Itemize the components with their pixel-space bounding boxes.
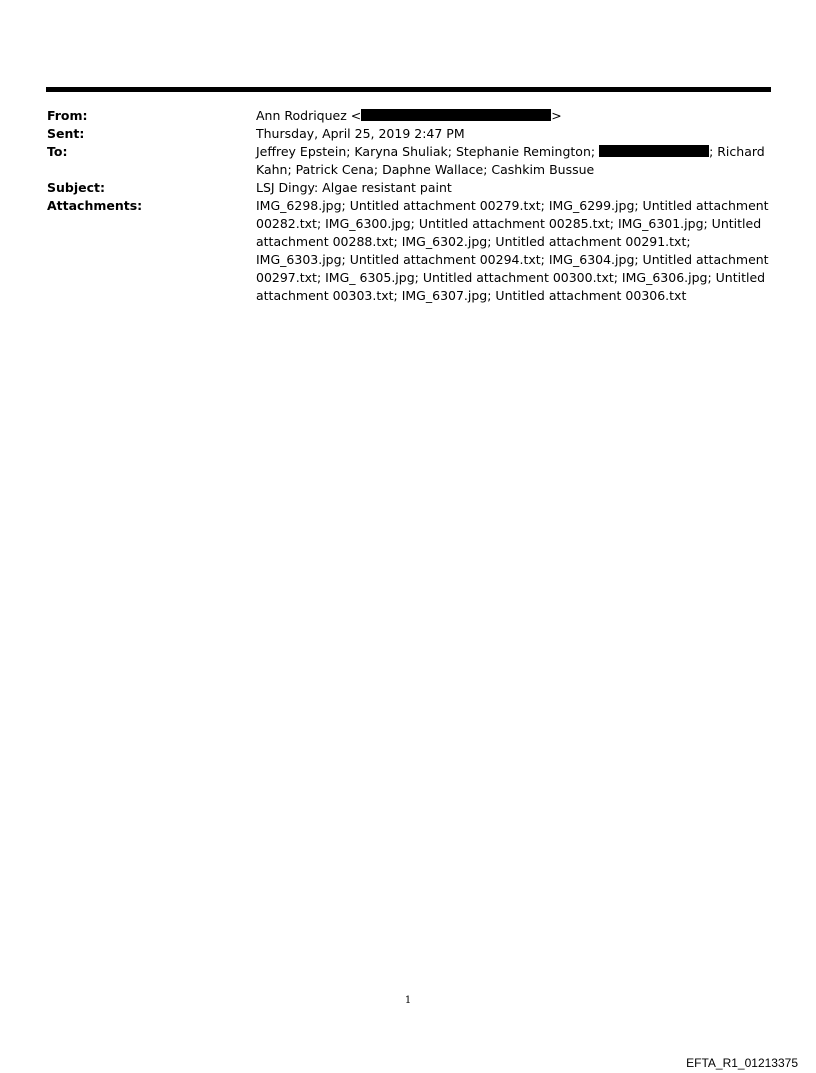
email-header — [47, 107, 777, 305]
from-value-tail: > — [551, 108, 562, 123]
redaction-box — [599, 145, 709, 157]
sent-value: Thursday, April 25, 2019 2:47 PM — [256, 126, 465, 141]
page-number: 1 — [404, 995, 412, 1006]
to-label: To: — [47, 144, 68, 159]
attachments-label: Attachments: — [47, 198, 143, 213]
subject-label: Subject: — [47, 180, 105, 195]
sent-label: Sent: — [47, 126, 85, 141]
sent-row — [47, 125, 777, 143]
header-divider — [46, 87, 771, 92]
from-row — [47, 107, 777, 125]
subject-row — [47, 179, 777, 197]
to-value-end: ; Richard Kahn; Patrick Cena; Daphne Wallace; Cashkim Bussue — [256, 144, 765, 177]
attachments-row — [47, 197, 777, 305]
subject-value: LSJ Dingy: Algae resistant paint — [256, 180, 452, 195]
from-label: From: — [47, 108, 88, 123]
document-id: EFTA_R1_01213375 — [686, 1056, 798, 1070]
from-value: Ann Rodriquez < — [256, 108, 362, 123]
attachments-value: IMG_6298.jpg; Untitled attachment 00279.txt; IMG_6299.jpg; Untitled attachment 00282.txt; IMG_6300.jpg; Untitled attachment 00285.txt; IMG_6301.jpg; Untitled attachment 00288.txt; IMG_6302.jpg; Untitled attachment 00291.txt; IMG_6303.jpg; Untitled attachment 00294.txt; IMG_6304.jpg; Untitled attachment 00297.txt; IMG_ 6305.jpg; Untitled attachment 00300.txt; IMG_6306.jpg; Untitled attachment 00303.txt; IMG_6307.jpg; Untitled attachment 00306.txt — [256, 198, 769, 303]
redaction-box — [361, 109, 551, 121]
to-row — [47, 143, 777, 179]
to-value-start: Jeffrey Epstein; Karyna Shuliak; Stephanie Remington; — [256, 144, 600, 159]
